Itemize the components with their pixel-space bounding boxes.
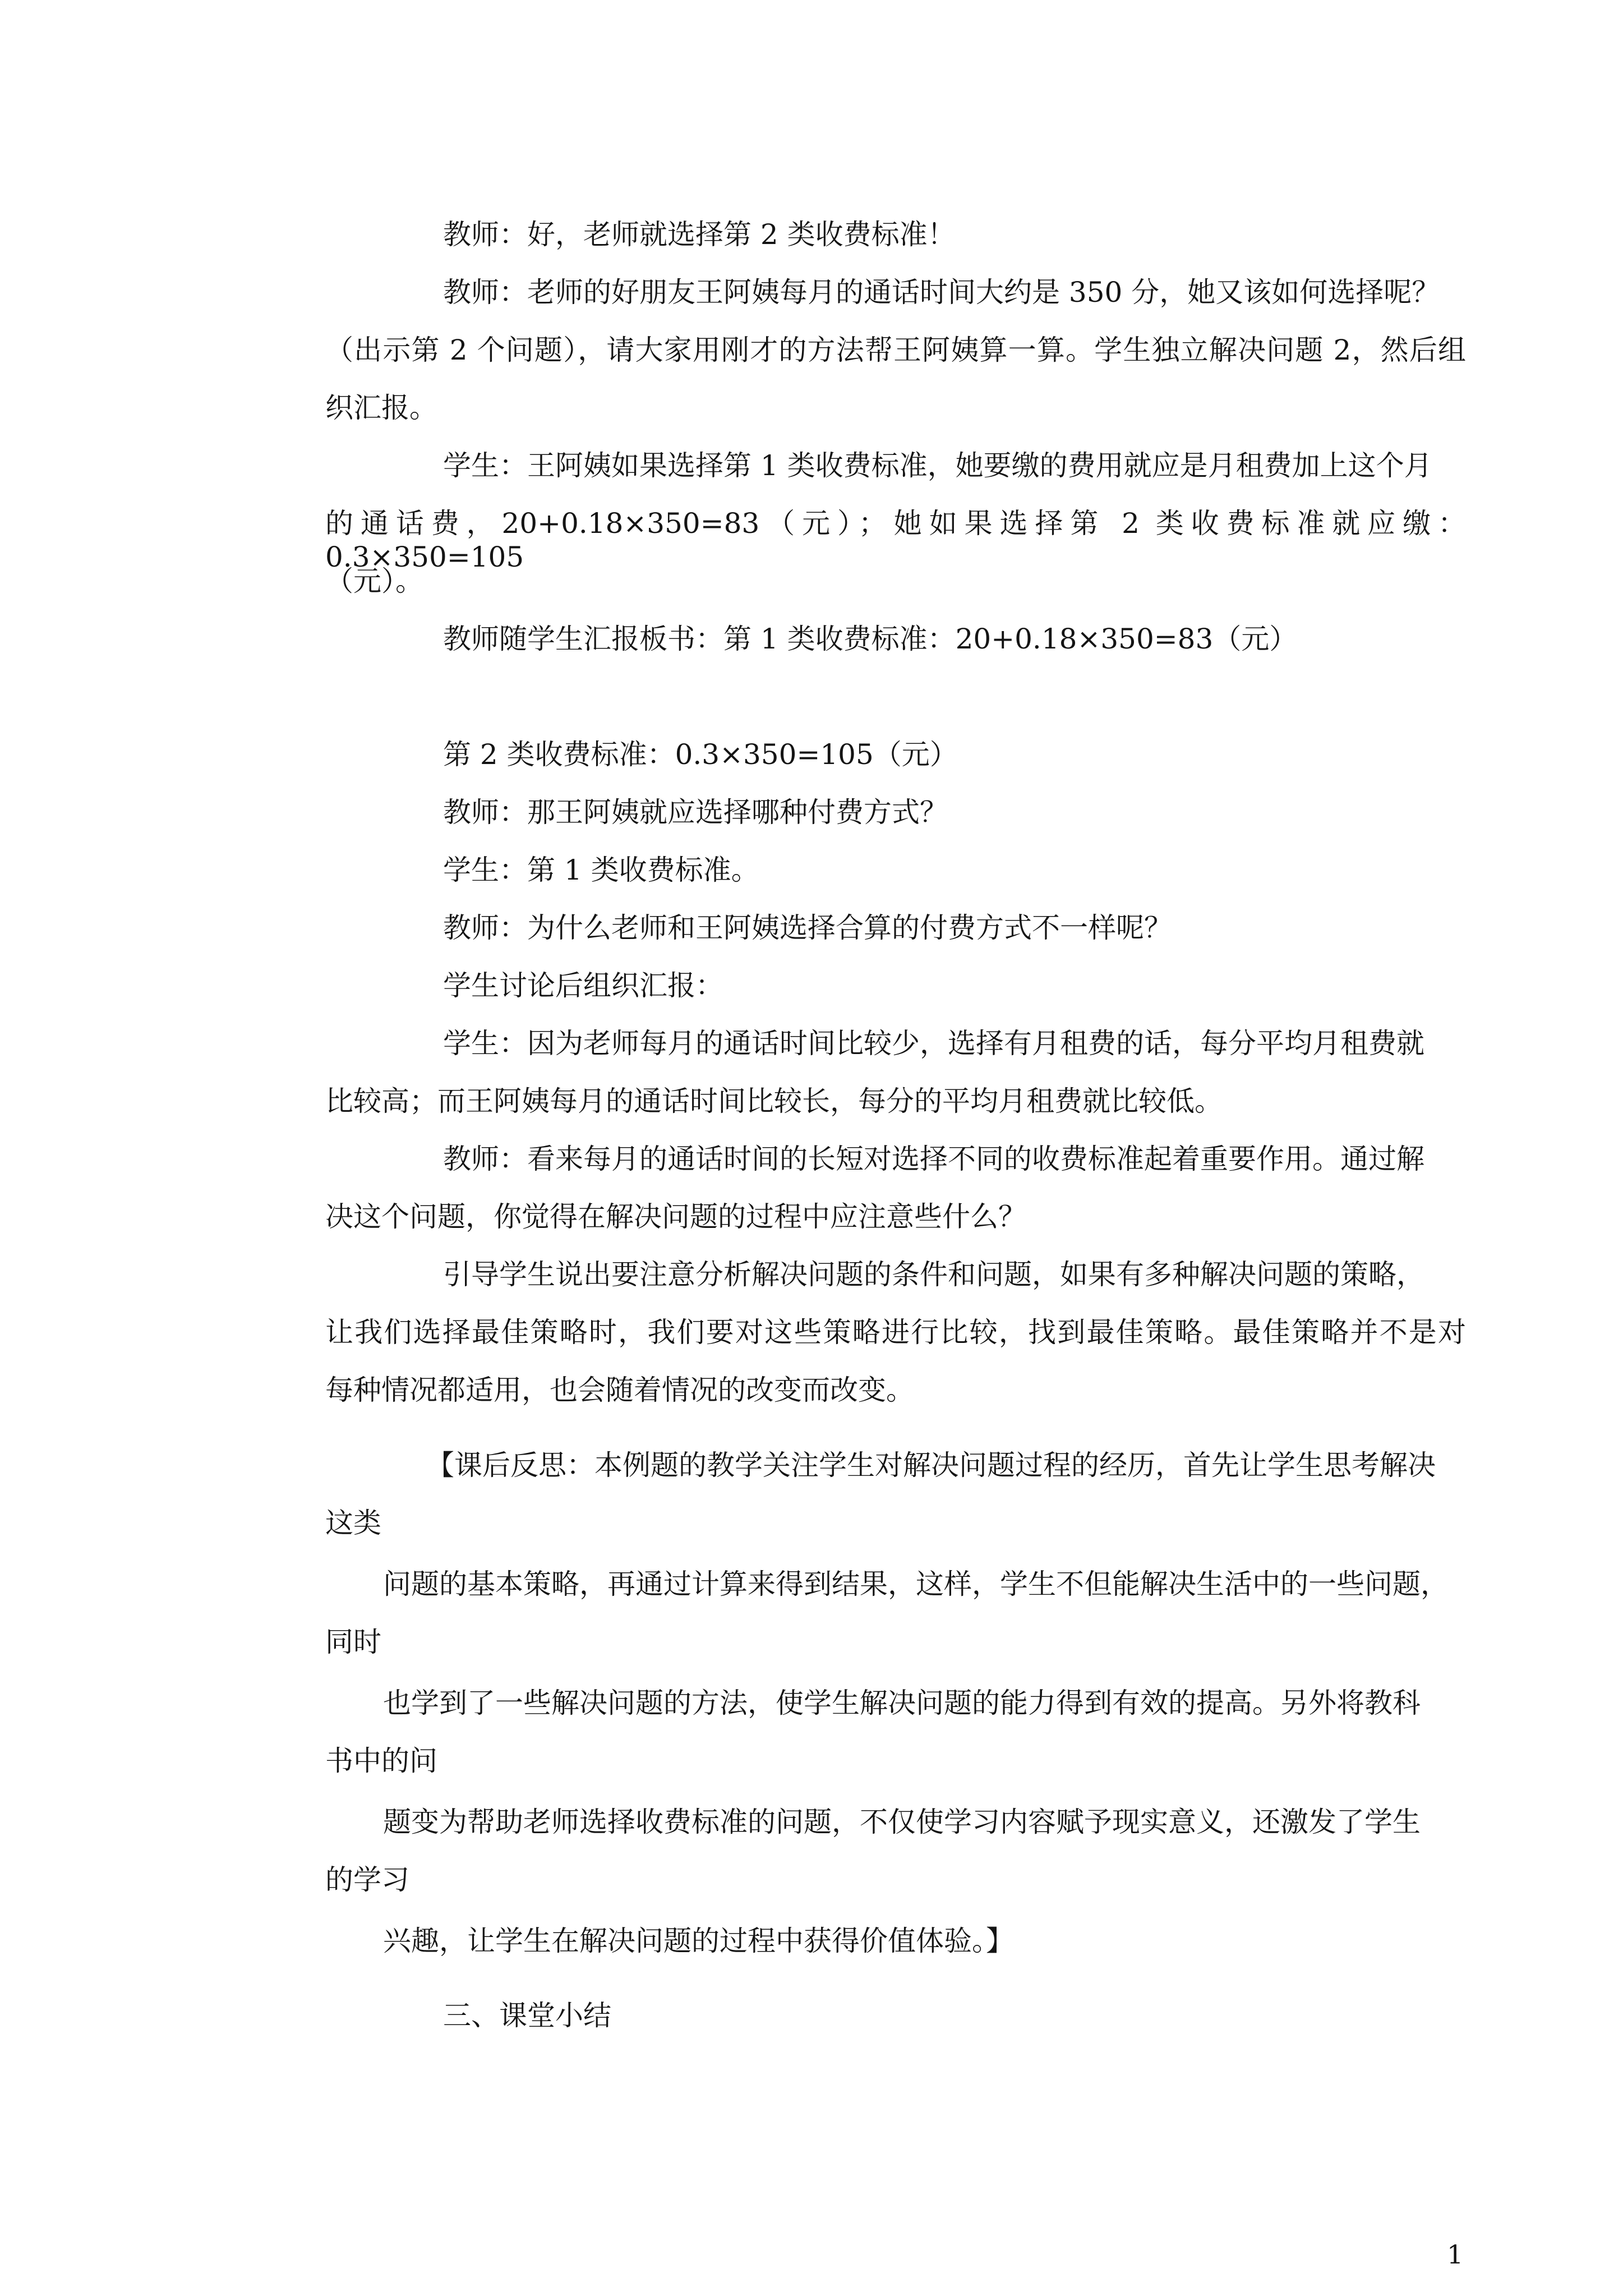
text-line: 学生讨论后组织汇报： (443, 969, 723, 1002)
text-line: 学生：第 1 类收费标准。 (443, 854, 759, 886)
text-line: 学生：因为老师每月的通话时间比较少，选择有月租费的话，每分平均月租费就 (443, 1027, 1424, 1060)
text-line: 教师：好，老师就选择第 2 类收费标准！ (443, 218, 956, 251)
text-line: 同时 (325, 1626, 381, 1658)
text-line: 决这个问题，你觉得在解决问题的过程中应注意些什么？ (325, 1200, 1026, 1233)
text-line: （元）。 (325, 565, 423, 597)
text-line: 【课后反思：本例题的教学关注学生对解决问题过程的经历，首先让学生思考解决 (426, 1449, 1436, 1481)
text-line: 这类 (325, 1507, 381, 1539)
text-line: 学生：王阿姨如果选择第 1 类收费标准，她要缴的费用就应是月租费加上这个月 (443, 449, 1432, 482)
section-heading: 三、课堂小结 (443, 1999, 611, 2032)
text-line: 每种情况都适用，也会随着情况的改变而改变。 (325, 1374, 914, 1406)
text-line: 问题的基本策略，再通过计算来得到结果，这样，学生不但能解决生活中的一些问题， (383, 1568, 1449, 1600)
text-line: 教师：老师的好朋友王阿姨每月的通话时间大约是 350 分，她又该如何选择呢？ (443, 276, 1440, 309)
text-line: 教师：看来每月的通话时间的长短对选择不同的收费标准起着重要作用。通过解 (443, 1143, 1424, 1175)
text-line: 让我们选择最佳策略时，我们要对这些策略进行比较，找到最佳策略。最佳策略并不是对 (325, 1316, 1466, 1349)
page-number: 1 (1447, 2239, 1464, 2270)
text-line: （出示第 2 个问题），请大家用刚才的方法帮王阿姨算一算。学生独立解决问题 2，然后组 (325, 334, 1466, 366)
text-line: 织汇报。 (325, 392, 437, 424)
text-line: 也学到了一些解决问题的方法，使学生解决问题的能力得到有效的提高。另外将教科 (383, 1687, 1421, 1719)
text-line: 引导学生说出要注意分析解决问题的条件和问题，如果有多种解决问题的策略， (443, 1258, 1424, 1291)
text-line: 教师：那王阿姨就应选择哪种付费方式？ (443, 796, 948, 829)
text-line: 第 2 类收费标准：0.3×350=105（元） (443, 738, 958, 771)
text-line: 题变为帮助老师选择收费标准的问题，不仅使学习内容赋予现实意义，还激发了学生 (383, 1806, 1421, 1838)
text-line: 的学习 (325, 1864, 409, 1896)
text-line: 书中的问 (325, 1745, 437, 1777)
text-line: 的通话费，20+0.18×350=83（元）；她如果选择第 2 类收费标准就应缴：0.3×350=105 (325, 507, 1466, 573)
text-line: 兴趣，让学生在解决问题的过程中获得价值体验。】 (383, 1925, 1014, 1957)
text-line: 教师随学生汇报板书：第 1 类收费标准：20+0.18×350=83（元） (443, 623, 1298, 655)
text-line: 比较高；而王阿姨每月的通话时间比较长，每分的平均月租费就比较低。 (325, 1085, 1223, 1117)
text-line: 教师：为什么老师和王阿姨选择合算的付费方式不一样呢？ (443, 912, 1172, 944)
